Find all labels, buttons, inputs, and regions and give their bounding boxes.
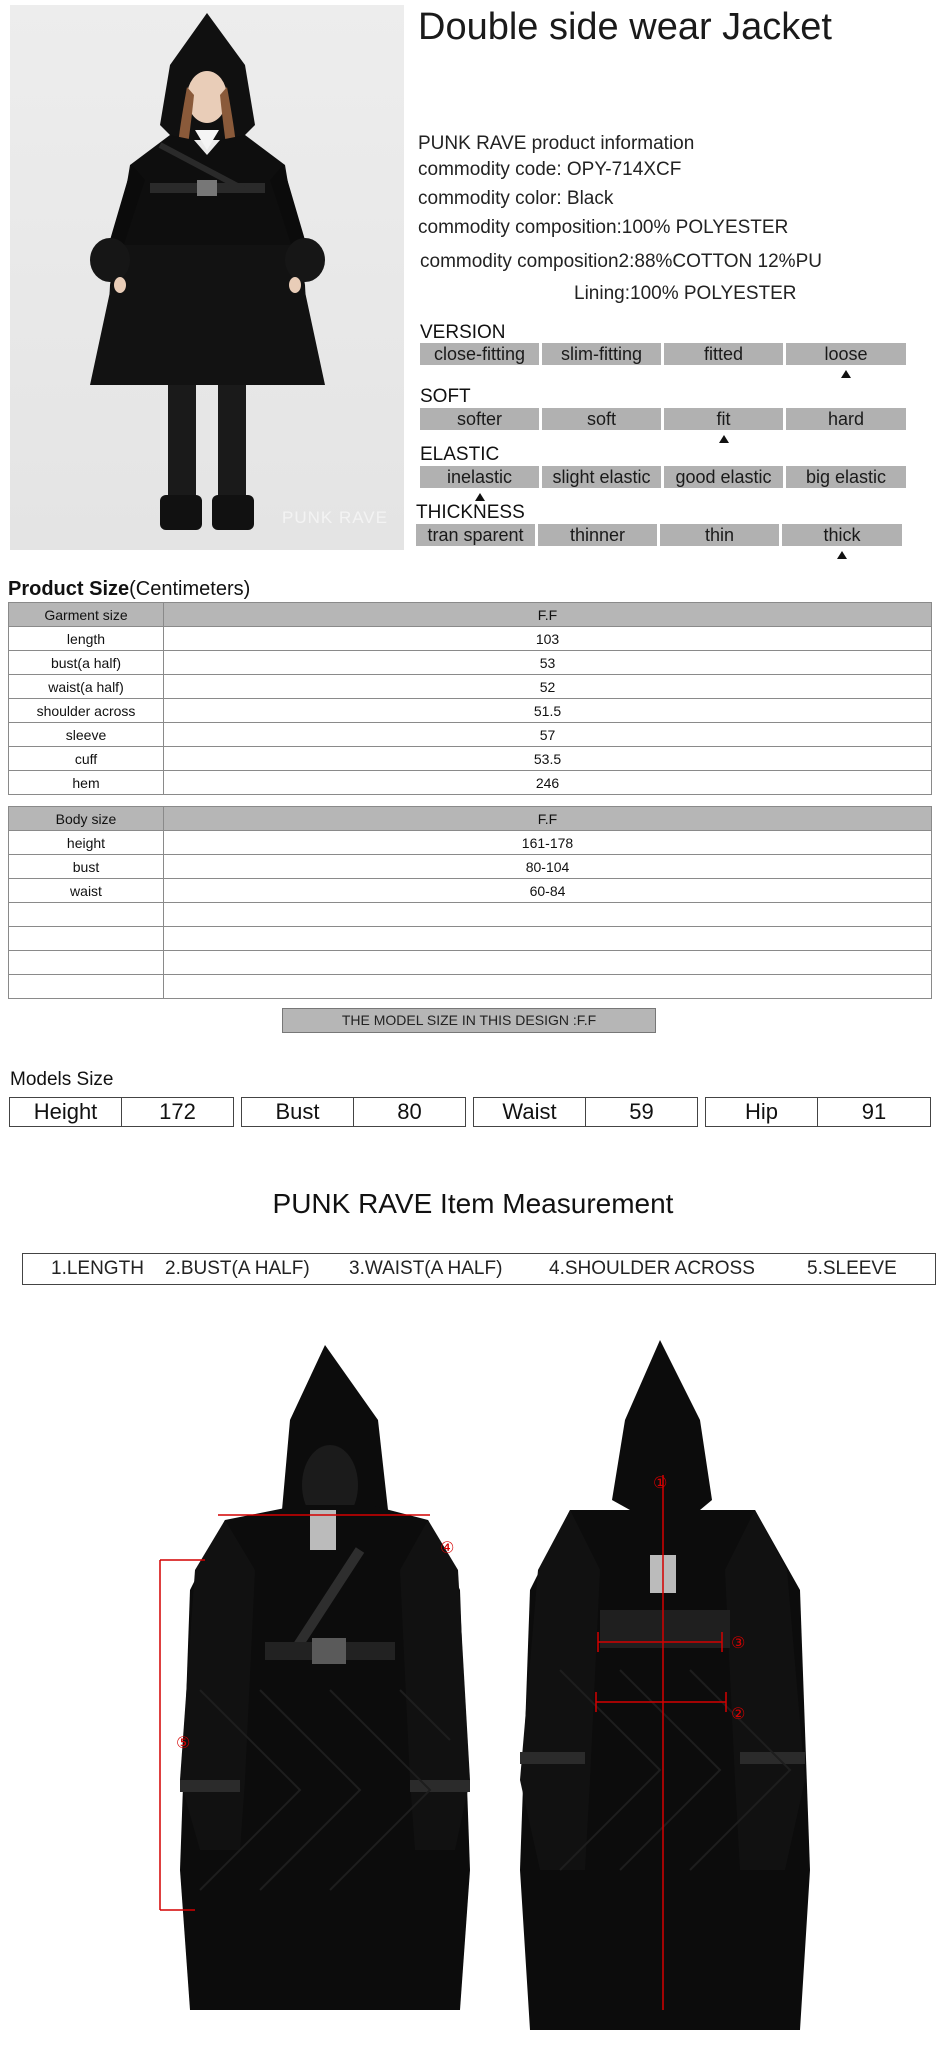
model-waist-label: Waist [474,1098,586,1126]
table-row [9,879,932,903]
table-cell-value: 80-104 [164,855,932,879]
legend-waist: 3.WAIST(A HALF) [349,1258,503,1279]
model-height-label: Height [10,1098,122,1126]
marker-length: ① [653,1475,668,1492]
model-waist-box [473,1097,698,1127]
table-cell-label: sleeve [9,723,164,747]
table-cell-value: 53.5 [164,747,932,771]
table-cell-label: length [9,627,164,651]
front-jacket-illustration [180,1345,470,2010]
table-cell-value: 103 [164,627,932,651]
elastic-option-big-elastic: big elastic [786,466,906,488]
legend-shoulder-across: 4.SHOULDER ACROSS [549,1258,755,1279]
table-row [9,699,932,723]
marker-shoulder-across: ④ [440,1540,455,1557]
soft-option-hard: hard [786,408,906,430]
thickness-option-thin: thin [660,524,779,546]
table-cell-label: bust(a half) [9,651,164,675]
table-cell-value: 53 [164,651,932,675]
thickness-option-transparent: tran sparent [416,524,535,546]
table-cell-value [164,903,932,927]
measurement-diagram [0,1310,946,2048]
table-cell-label [9,951,164,975]
marker-sleeve: ⑤ [176,1735,191,1752]
body-size-header-row [9,807,932,831]
table-cell-label: bust [9,855,164,879]
table-row [9,831,932,855]
commodity-composition2-label: commodity composition2: [420,251,635,272]
table-cell-value [164,975,932,999]
table-cell-label: hem [9,771,164,795]
lining-value: 100% POLYESTER [630,283,797,304]
garment-size-header-label: Garment size [9,603,164,627]
photo-watermark: PUNK RAVE [282,508,388,527]
model-height-value: 172 [159,1099,196,1124]
soft-option-soft: soft [542,408,661,430]
commodity-color-row [418,188,613,210]
table-row [9,723,932,747]
version-option-loose: loose [786,343,906,365]
model-bust-box [241,1097,466,1127]
body-size-table [8,806,932,999]
thickness-option-thinner: thinner [538,524,657,546]
commodity-composition-row [418,217,788,239]
version-label: VERSION [420,322,506,343]
legend-sleeve: 5.SLEEVE [807,1258,897,1279]
elastic-option-slight-elastic: slight elastic [542,466,661,488]
garment-size-table [8,602,932,795]
commodity-composition-value: 100% POLYESTER [621,217,789,238]
garment-size-header-value: F.F [164,603,932,627]
table-cell-value [164,951,932,975]
table-cell-label: cuff [9,747,164,771]
back-jacket-illustration [520,1340,810,2030]
thickness-label: THICKNESS [416,502,525,523]
soft-option-fit: fit [664,408,783,430]
soft-selected-marker-icon [719,435,729,443]
elastic-selected-marker-icon [475,493,485,501]
version-option-fitted: fitted [664,343,783,365]
model-height-box [9,1097,234,1127]
model-hip-label: Hip [706,1098,818,1126]
product-title: Double side wear Jacket [418,6,832,48]
version-option-slim-fitting: slim-fitting [542,343,661,365]
lining-label: Lining: [574,283,630,304]
version-option-close-fitting: close-fitting [420,343,539,365]
elastic-label: ELASTIC [420,444,500,465]
table-cell-value: 52 [164,675,932,699]
elastic-option-inelastic: inelastic [420,466,539,488]
measurement-title: PUNK RAVE Item Measurement [272,1188,674,1219]
table-row [9,627,932,651]
model-figure-illustration [10,5,404,550]
table-cell-label [9,903,164,927]
product-size-title [8,578,250,601]
marker-waist: ③ [731,1635,746,1652]
model-bust-value: 80 [397,1099,422,1124]
model-bust-label: Bust [242,1098,354,1126]
table-cell-value: 60-84 [164,879,932,903]
elastic-option-good-elastic: good elastic [664,466,783,488]
table-cell-value: 161-178 [164,831,932,855]
body-size-header-label: Body size [9,807,164,831]
body-size-header-value: F.F [164,807,932,831]
table-cell-value: 57 [164,723,932,747]
table-row [9,747,932,771]
table-row [9,771,932,795]
legend-length: 1.LENGTH [51,1258,144,1279]
commodity-color-value: Black [566,188,614,209]
lining-row [574,283,797,305]
commodity-code-value: OPY-714XCF [566,159,682,180]
soft-label: SOFT [420,386,471,407]
measurement-legend [22,1253,936,1285]
table-cell-label [9,927,164,951]
legend-bust: 2.BUST(A HALF) [165,1258,310,1279]
table-row [9,651,932,675]
table-cell-label: shoulder across [9,699,164,723]
commodity-composition2-value: 88%COTTON 12%PU [634,251,822,272]
commodity-code-label: commodity code: [418,159,562,180]
version-selected-marker-icon [841,370,851,378]
table-row [9,927,932,951]
model-hip-box [705,1097,931,1127]
marker-bust: ② [731,1706,746,1723]
table-cell-value: 51.5 [164,699,932,723]
soft-option-softer: softer [420,408,539,430]
table-cell-value [164,927,932,951]
commodity-color-label: commodity color: [418,188,562,209]
commodity-composition2-row [420,251,822,273]
thickness-selected-marker-icon [837,551,847,559]
table-cell-label: waist [9,879,164,903]
commodity-code-row [418,159,681,181]
table-cell-label: waist(a half) [9,675,164,699]
commodity-composition-label: commodity composition: [418,217,622,238]
model-size-design-note: THE MODEL SIZE IN THIS DESIGN :F.F [282,1008,656,1033]
product-size-title-bold: Product Size [8,578,130,600]
model-waist-value: 59 [629,1099,654,1124]
table-row [9,903,932,927]
model-hip-value: 91 [861,1099,887,1124]
table-cell-value: 246 [164,771,932,795]
table-row [9,675,932,699]
thickness-option-thick: thick [782,524,902,546]
product-size-title-unit: (Centimeters) [129,578,251,600]
table-cell-label: height [9,831,164,855]
garment-size-header-row [9,603,932,627]
table-row [9,951,932,975]
table-row [9,855,932,879]
jacket-measurement-illustration [0,1310,946,2048]
info-heading: PUNK RAVE product information [418,133,695,154]
table-cell-label [9,975,164,999]
product-photo [10,5,404,550]
table-row [9,975,932,999]
models-size-title: Models Size [10,1069,114,1090]
